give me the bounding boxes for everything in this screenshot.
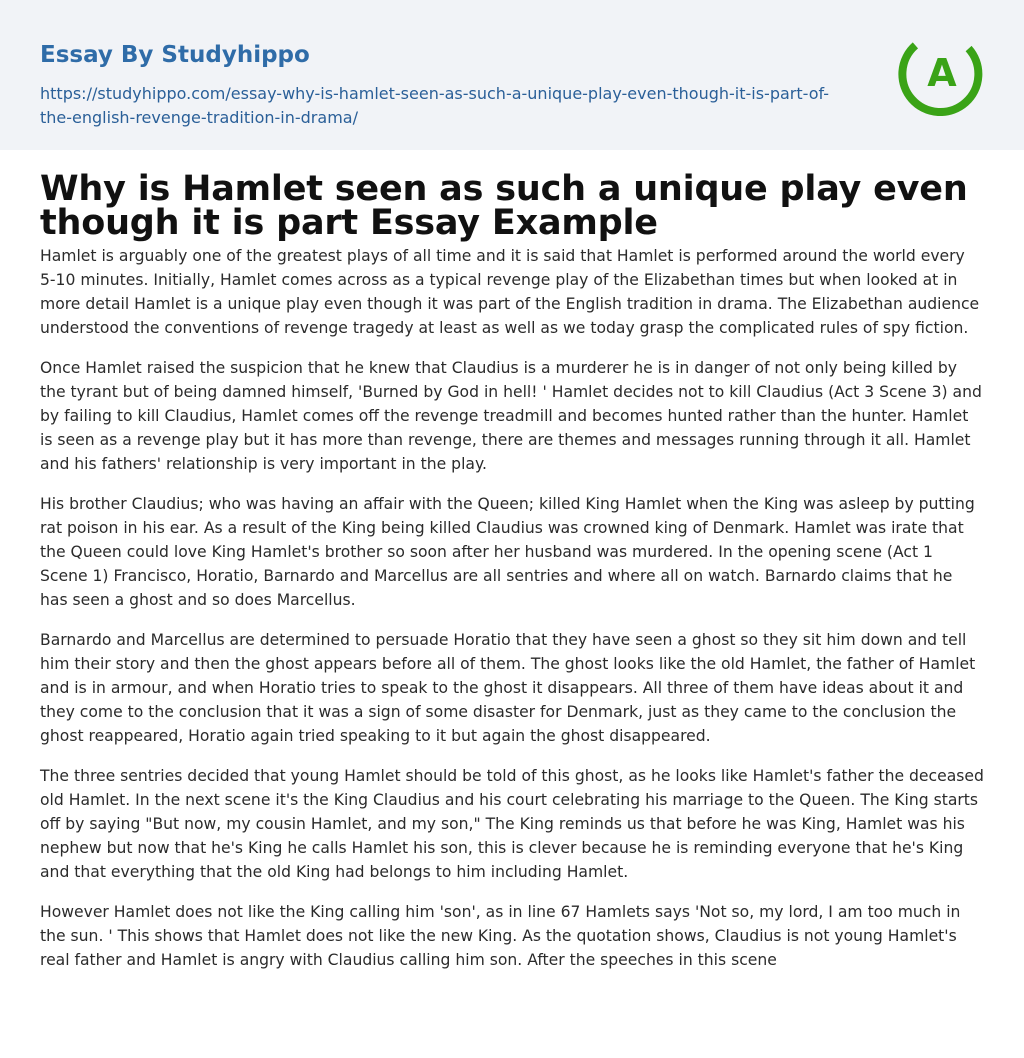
article-paragraph: The three sentries decided that young Hamlet should be told of this ghost, as he looks like Hamlet's father the deceased old Hamlet. In the next scene it's the King Claudius and his court celebrating his marriage to the Queen. The King starts off by saying "But now, my cousin Hamlet, and my son," The King reminds us that before he was King, Hamlet was his nephew but now that he's King he calls Hamlet his son, this is clever because he is reminding everyone that he's King and that everything that the old King had belongs to him including Hamlet. bbox=[40, 767, 984, 881]
article-paragraph: Barnardo and Marcellus are determined to persuade Horatio that they have seen a ghost so they sit him down and tell him their story and then the ghost appears before all of them. The ghost looks like the old Hamlet, the father of Hamlet and is in armour, and when Horatio tries to speak to the ghost it disappears. All three of them have ideas about it and they come to the conclusion that it was a sign of some disaster for Denmark, just as they came to the conclusion the ghost reappeared, Horatio again tried speaking to it but again the ghost disappeared. bbox=[40, 631, 976, 745]
source-url-link[interactable]: https://studyhippo.com/essay-why-is-hamlet-seen-as-such-a-unique-play-even-though-it-is-part-of-the-english-revenge-tradition-in-drama/ bbox=[40, 84, 830, 127]
logo-letter: A bbox=[927, 51, 957, 95]
studyhippo-logo-icon[interactable] bbox=[898, 28, 986, 116]
site-brand[interactable]: Essay By Studyhippo bbox=[40, 42, 310, 68]
article-paragraph: Hamlet is arguably one of the greatest plays of all time and it is said that Hamlet is performed around the world every 5-10 minutes. Initially, Hamlet comes across as a typical revenge play of the Elizabethan times but when looked at in more detail Hamlet is a unique play even though it was part of the English tradition in drama. The Elizabethan audience understood the conventions of revenge tragedy at least as well as we today grasp the complicated rules of spy fiction. bbox=[40, 247, 980, 337]
article-paragraph: His brother Claudius; who was having an affair with the Queen; killed King Hamlet when the King was asleep by putting rat poison in his ear. As a result of the King being killed Claudius was crowned king of Denmark. Hamlet was irate that the Queen could love King Hamlet's brother so soon after her husband was murdered. In the opening scene (Act 1 Scene 1) Francisco, Horatio, Barnardo and Marcellus are all sentries and where all on watch. Barnardo claims that he has seen a ghost and so does Marcellus. bbox=[40, 495, 975, 609]
article bbox=[0, 169, 1024, 972]
site-header bbox=[0, 0, 1024, 150]
article-paragraph: Once Hamlet raised the suspicion that he knew that Claudius is a murderer he is in danger of not only being killed by the tyrant but of being damned himself, 'Burned by God in hell! ' Hamlet decides not to kill Claudius (Act 3 Scene 3) and by failing to kill Claudius, Hamlet comes off the revenge treadmill and becomes hunted rather than the hunter. Hamlet is seen as a revenge play but it has more than revenge, there are themes and messages running through it all. Hamlet and his fathers' relationship is very important in the play. bbox=[40, 359, 982, 473]
article-title: Why is Hamlet seen as such a unique play even though it is part Essay Example bbox=[40, 169, 968, 243]
article-paragraph: However Hamlet does not like the King calling him 'son', as in line 67 Hamlets says 'Not so, my lord, I am too much in the sun. ' This shows that Hamlet does not like the new King. As the quotation shows, Claudius is not young Hamlet's real father and Hamlet is angry with Claudius calling him son. After the speeches in this scene bbox=[40, 903, 961, 969]
